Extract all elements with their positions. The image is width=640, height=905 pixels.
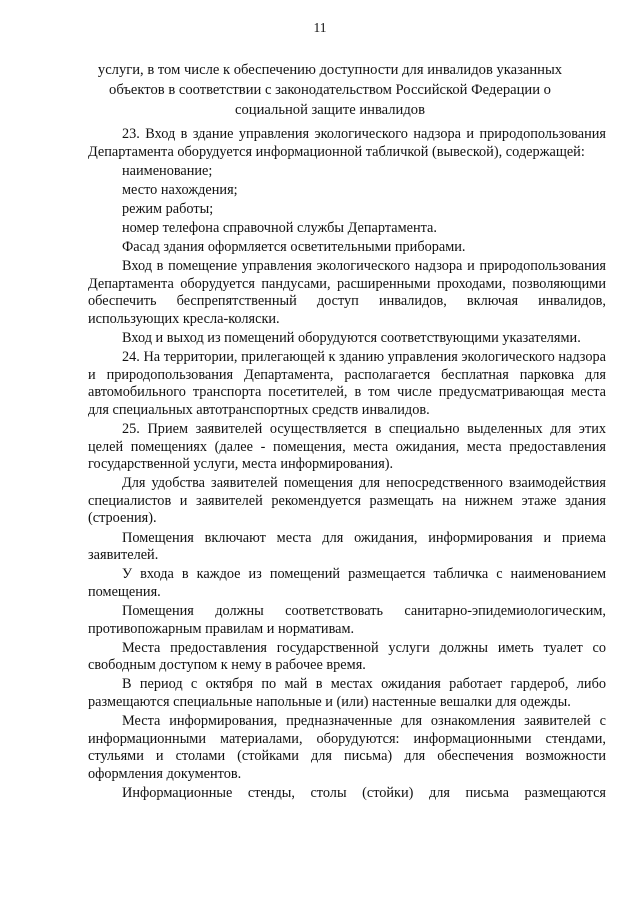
- list-item: место нахождения;: [122, 181, 238, 198]
- paragraph: Для удобства заявителей помещения для непосредственного взаимодействия специалистов и заявителей рекомендуется размещать на нижнем этаже здания (строения).: [88, 475, 606, 527]
- paragraph: У входа в каждое из помещений размещается табличка с наименованием помещения.: [88, 566, 606, 600]
- paragraph: Фасад здания оформляется осветительными приборами.: [122, 239, 466, 256]
- paragraph: Места предоставления государственной услуги должны иметь туалет со свободным доступом к нему в рабочее время.: [88, 639, 606, 674]
- paragraph: Вход в помещение управления экологического надзора и природопользования Департамента оборудуется пандусами, расширенными проходами, позволяющими обеспечить беспрепятственный доступ инвалидов, включая инвалидов, использующих кресла-коляски.: [88, 258, 606, 327]
- paragraph: Помещения должны соответствовать санитарно-эпидемиологическим, противопожарным правилам и нормативам.: [88, 602, 606, 637]
- section-heading: услуги, в том числе к обеспечению доступности для инвалидов указанных объектов в соответствии с законодательством Российской Федерации о социальной защите инвалидов: [97, 62, 563, 118]
- list-item: номер телефона справочной службы Департамента.: [122, 219, 437, 236]
- paragraph: Места информирования, предназначенные для ознакомления заявителей с информационными материалами, оборудуются: информационными стендами, стульями и столами (стойками для письма) для обеспечения возможности оформления документов.: [88, 713, 606, 782]
- paragraph: 25. Прием заявителей осуществляется в специально выделенных для этих целей помещениях (далее - помещения, места ожидания, места предоставления государственной услуги, места информирования).: [88, 421, 606, 473]
- paragraph: 24. На территории, прилегающей к зданию управления экологического надзора и природопользования Департамента, располагается бесплатная парковка для автомобильного транспорта посетителей, в том числе предусматривающая места для специальных автотранспортных средств инвалидов.: [88, 349, 606, 418]
- paragraph: Вход и выход из помещений оборудуются соответствующими указателями.: [122, 330, 581, 347]
- list-item: наименование;: [122, 162, 213, 179]
- paragraph: Информационные стенды, столы (стойки) для письма размещаются: [122, 784, 606, 801]
- paragraph: В период с октября по май в местах ожидания работает гардероб, либо размещаются специальные напольные и (или) настенные вешалки для одежды.: [88, 676, 606, 710]
- document-body: [88, 126, 606, 804]
- paragraph: Помещения включают места для ожидания, информирования и приема заявителей.: [88, 529, 606, 564]
- paragraph: 23. Вход в здание управления экологического надзора и природопользования Департамента оборудуется информационной табличкой (вывеской), содержащей:: [88, 126, 606, 160]
- page-number: 11: [313, 20, 327, 35]
- list-item: режим работы;: [122, 200, 214, 217]
